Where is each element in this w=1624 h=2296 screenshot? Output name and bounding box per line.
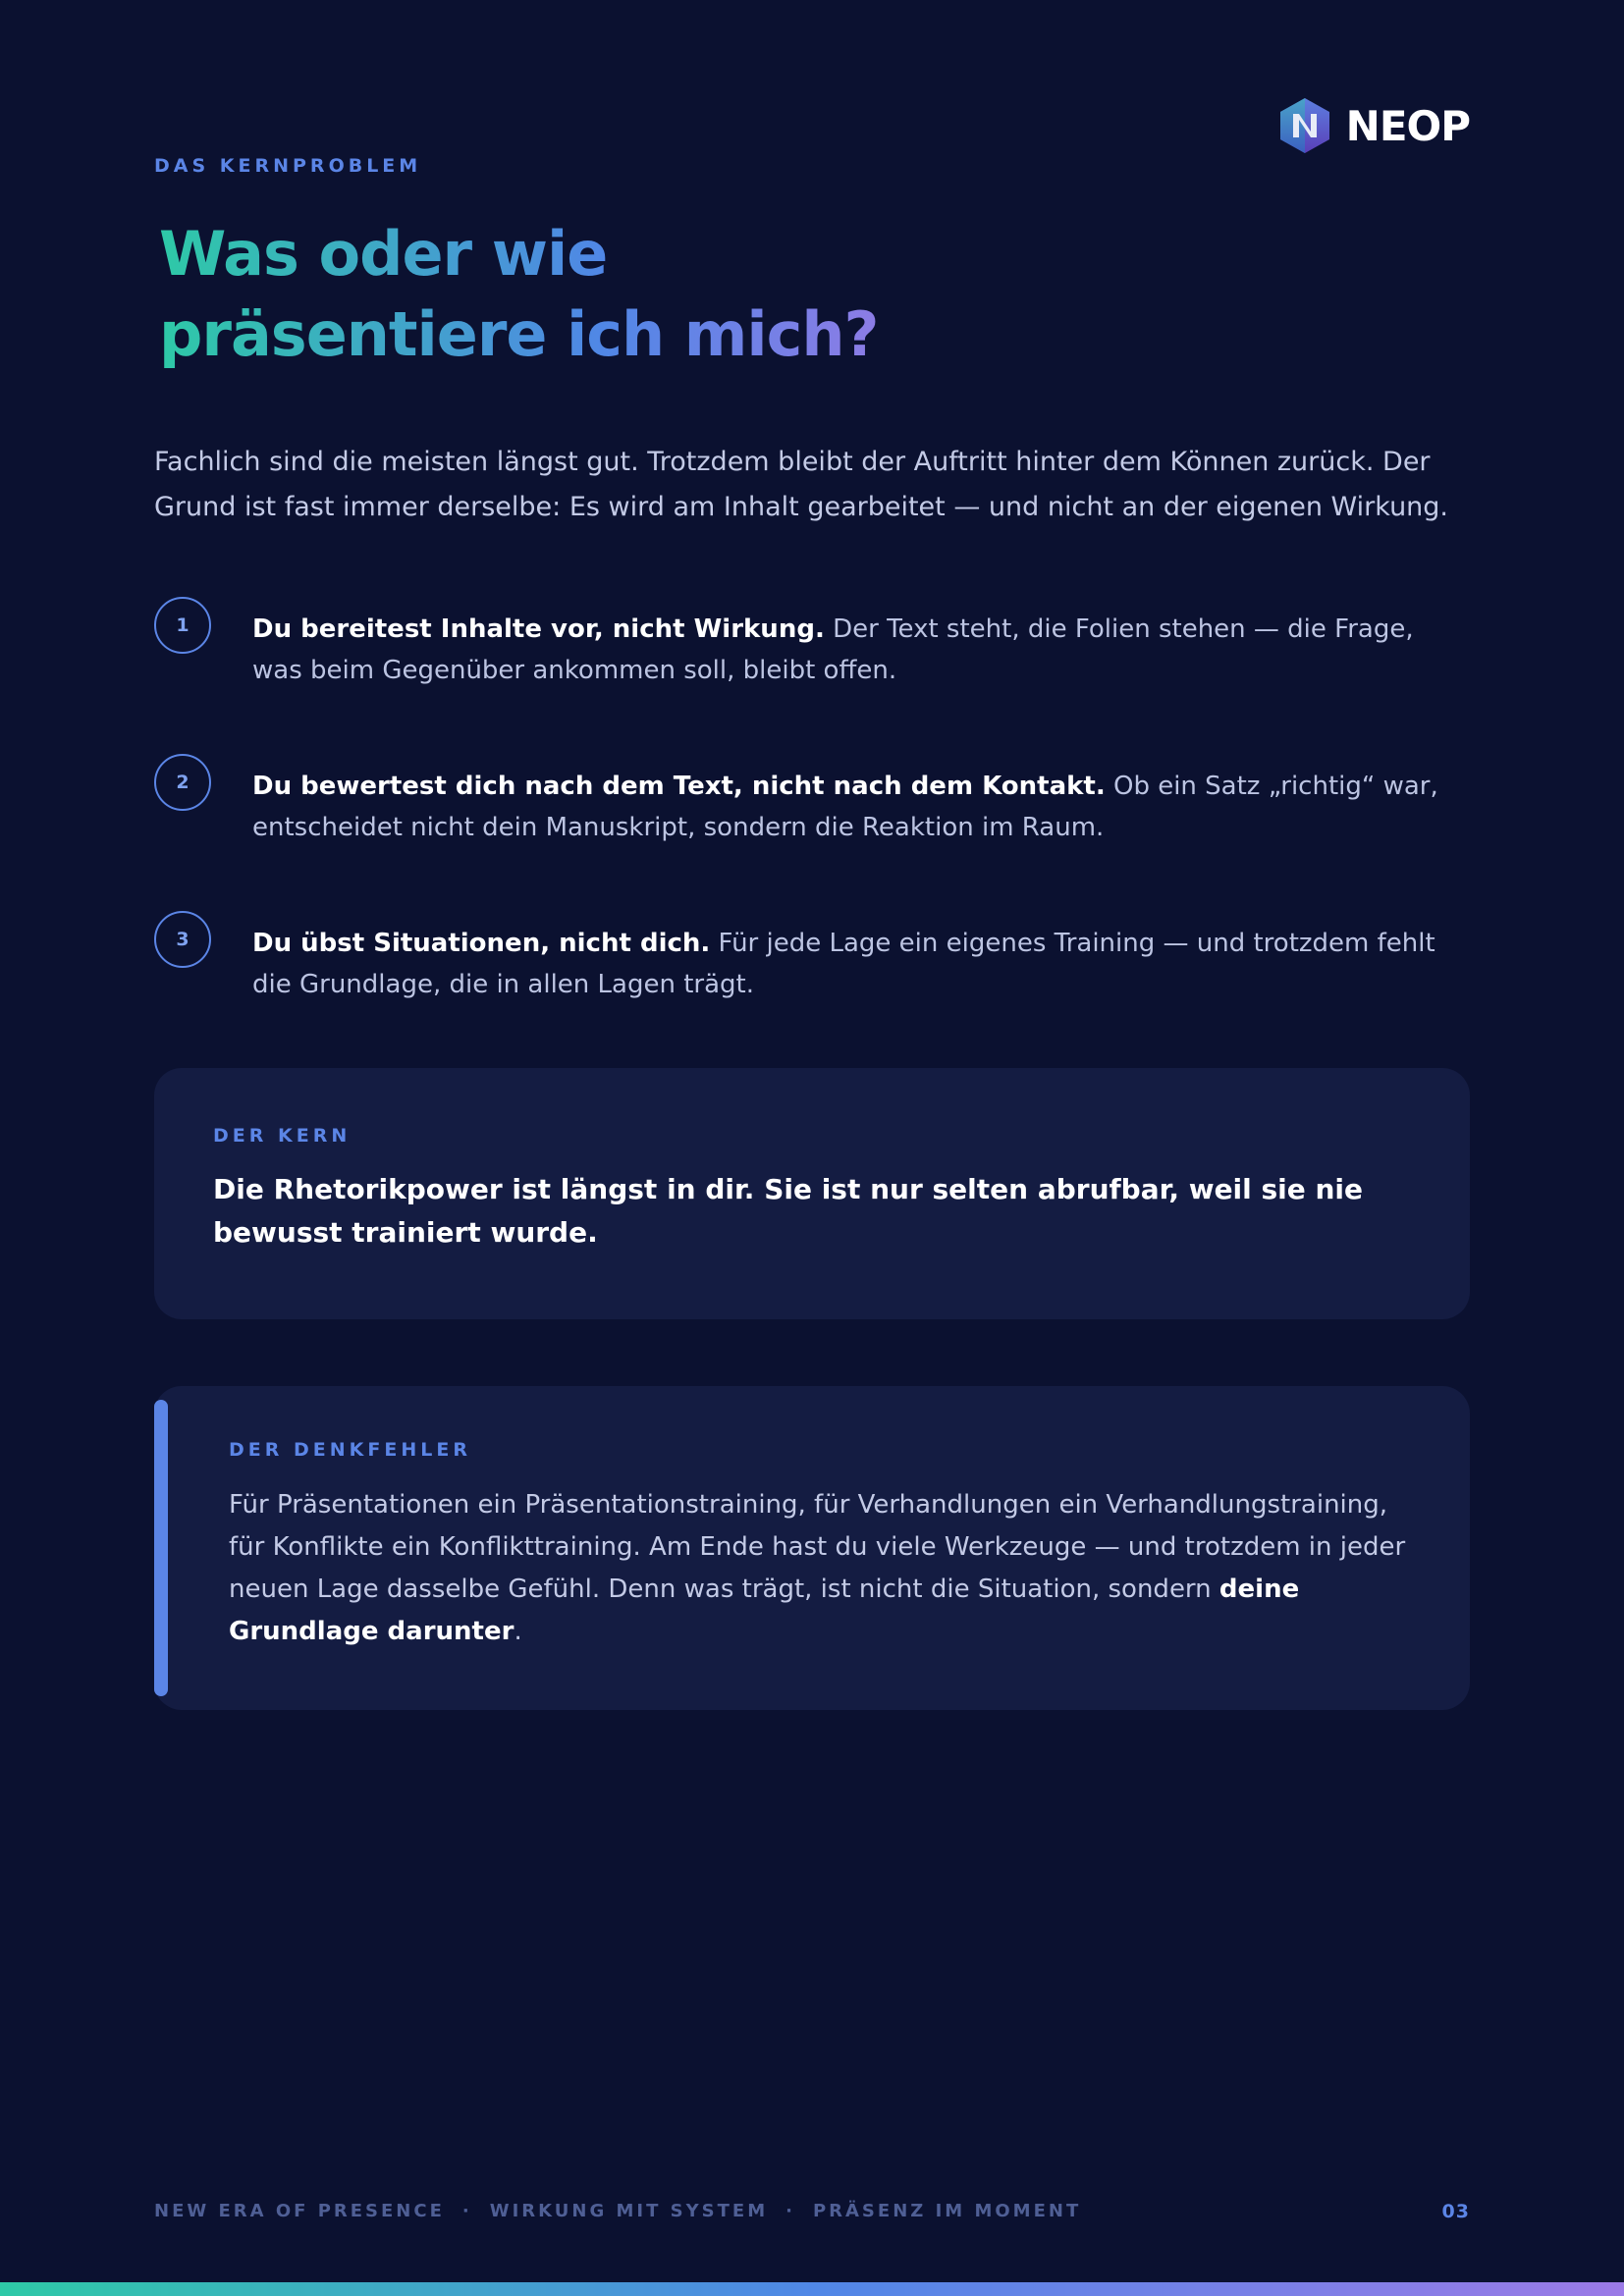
point-lead: Du bewertest dich nach dem Text, nicht nach dem Kontakt. bbox=[252, 772, 1106, 801]
point-body: Der Text steht, die Folien stehen — die Frage, was beim Gegenüber ankommen soll, bleibt offen. bbox=[252, 614, 1414, 685]
footer-separator: · bbox=[461, 2201, 472, 2221]
footer-separator: · bbox=[785, 2201, 795, 2221]
brand-name: NEOP bbox=[1345, 101, 1470, 150]
point-body: Für jede Lage ein eigenes Training — und trotzdem fehlt die Grundlage, die in allen Lagen trägt. bbox=[252, 929, 1435, 999]
point-text bbox=[252, 923, 1470, 1005]
point-lead: Du bereitest Inhalte vor, nicht Wirkung. bbox=[252, 614, 825, 644]
denkfehler-text bbox=[229, 1484, 1411, 1653]
point-text bbox=[252, 766, 1470, 848]
kern-text: Die Rhetorikpower ist längst in dir. Sie ist nur selten abrufbar, weil sie nie bewusst trainiert wurde. bbox=[213, 1173, 1364, 1249]
denkfehler-end: . bbox=[514, 1617, 522, 1646]
point-body: Ob ein Satz „richtig“ war, entscheidet nicht dein Manuskript, sondern die Reaktion im Raum. bbox=[252, 772, 1438, 842]
footer-item-1: NEW ERA OF PRESENCE bbox=[154, 2201, 445, 2221]
footer-item-3: PRÄSENZ IM MOMENT bbox=[812, 2201, 1082, 2221]
kern-label: DER KERN bbox=[213, 1125, 352, 1147]
point-lead: Du übst Situationen, nicht dich. bbox=[252, 929, 711, 958]
gradient-bottom-bar bbox=[0, 2282, 1624, 2296]
brand-logo bbox=[1277, 96, 1470, 155]
kern-card bbox=[154, 1068, 1470, 1319]
hexagon-n-logo-icon bbox=[1277, 96, 1332, 155]
denkfehler-card bbox=[154, 1386, 1470, 1710]
point-number-badge: 1 bbox=[154, 597, 211, 654]
denkfehler-label: DER DENKFEHLER bbox=[229, 1439, 471, 1461]
footer-tagline bbox=[154, 2201, 1081, 2221]
page-number: 03 bbox=[1441, 2201, 1470, 2222]
intro-paragraph: Fachlich sind die meisten längst gut. Trotzdem bleibt der Auftritt hinter dem Können zurück. Der Grund ist fast immer derselbe: Es wird am Inhalt gearbeitet — und nicht an der eigenen Wirkung. bbox=[154, 447, 1449, 522]
denkfehler-body: Für Präsentationen ein Präsentationstraining, für Verhandlungen ein Verhandlungstraining, für Konflikte ein Konflikttraining. Am Ende hast du viele Werkzeuge — und trotzdem in jeder neuen Lage dasselbe Gefühl. Denn was trägt, ist nicht die Situation, sondern bbox=[229, 1490, 1406, 1604]
page-title-line-2: präsentiere ich mich? bbox=[159, 298, 879, 370]
footer-item-2: WIRKUNG MIT SYSTEM bbox=[489, 2201, 769, 2221]
page-title bbox=[159, 214, 1141, 375]
accent-bar bbox=[154, 1400, 168, 1696]
section-eyebrow: DAS KERNPROBLEM bbox=[154, 155, 422, 177]
point-text bbox=[252, 609, 1470, 691]
page-title-line-1: Was oder wie bbox=[159, 218, 608, 290]
point-number-badge: 3 bbox=[154, 911, 211, 968]
point-number-badge: 2 bbox=[154, 754, 211, 811]
denkfehler-emphasis: deine Grundlage darunter bbox=[229, 1575, 1300, 1646]
